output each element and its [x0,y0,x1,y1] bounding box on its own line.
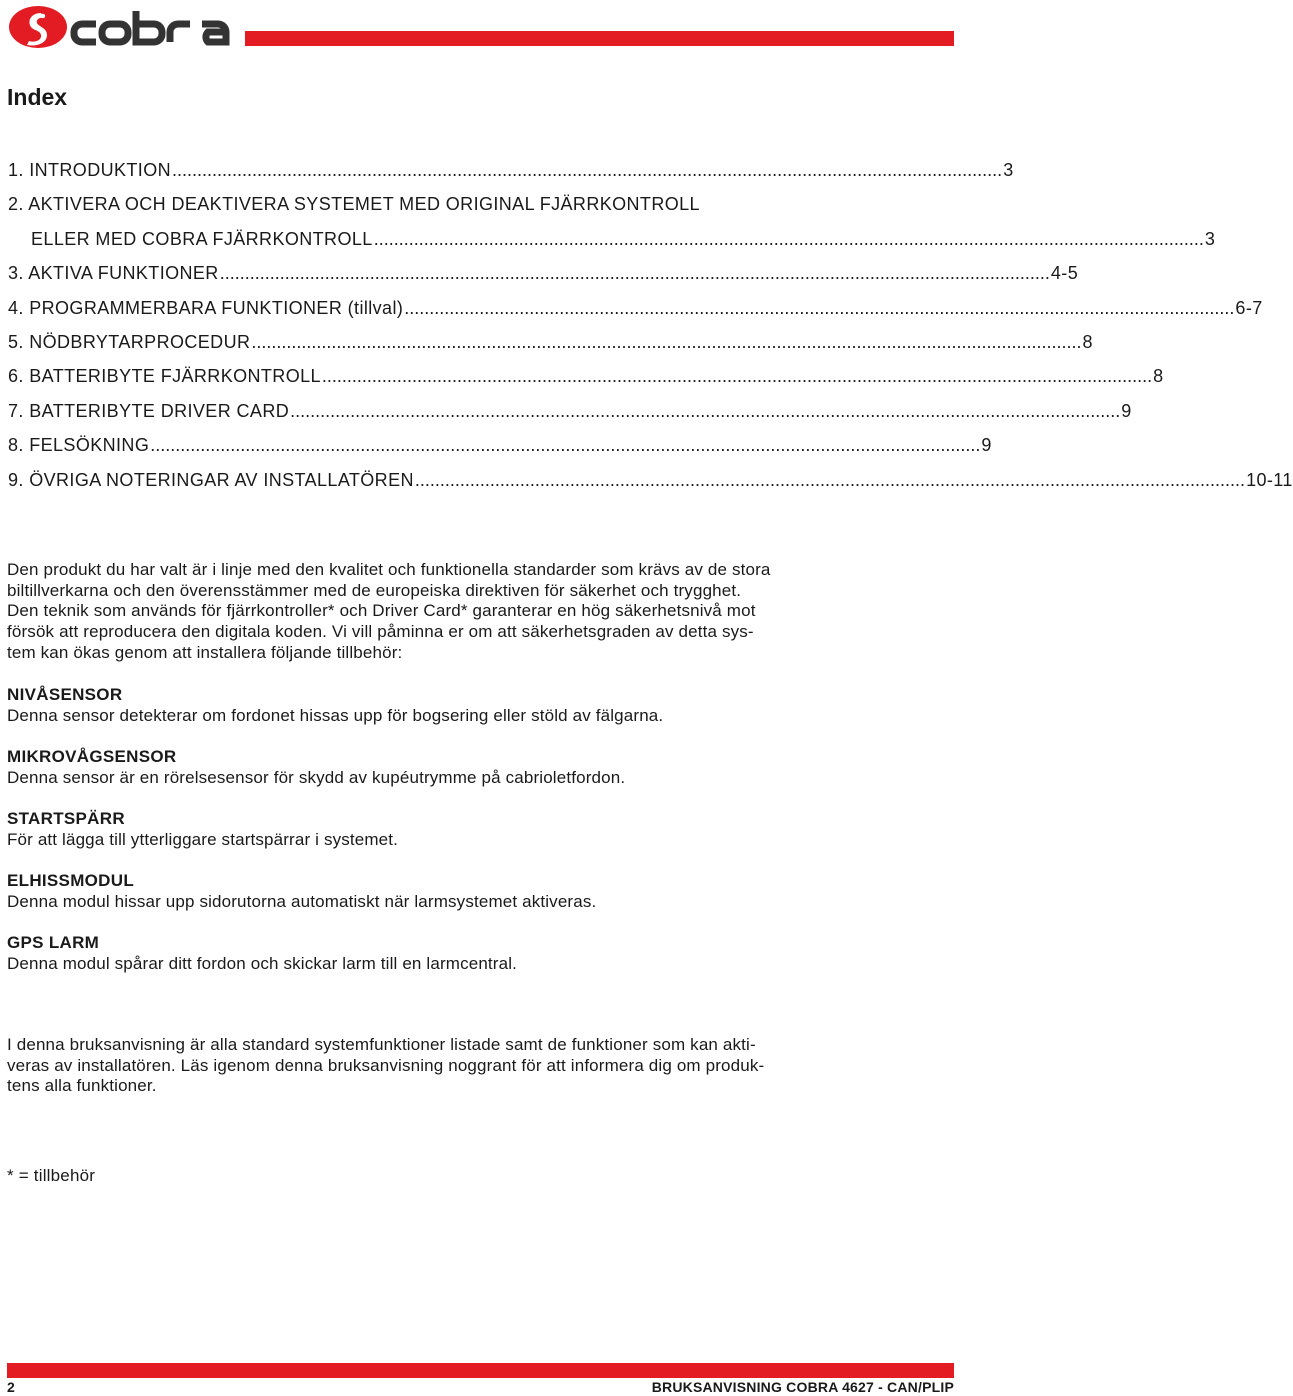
footnote: * = tillbehör [7,1166,96,1185]
toc-page-number: 6-7 [1235,297,1263,318]
page-title: Index [7,84,68,110]
accessory-section [7,932,953,974]
footer-title: BRUKSANVISNING COBRA 4627 - CAN/PLIP [651,1379,954,1395]
toc-entry[interactable]: 1. INTRODUKTION ...................................................................................................................................................................... 3 [8,160,1014,180]
toc-leader-dots: ...................................................................................................................................................................... [373,228,1204,249]
toc-leader-dots: ...................................................................................................................................................................... [150,435,981,456]
accessory-section [7,746,953,788]
toc-entry[interactable]: 4. PROGRAMMERBARA FUNKTIONER (tillval) ...................................................................................................................................................................... 6-7 [8,297,1263,318]
toc-entry[interactable]: 9. ÖVRIGA NOTERINGAR AV INSTALLATÖREN ...................................................................................................................................................................... 10-11 [8,469,1293,490]
toc-leader-dots: ...................................................................................................................................................................... [414,469,1246,490]
toc-leader-dots: ...................................................................................................................................................................... [321,366,1153,387]
toc-entry[interactable]: 5. NÖDBRYTARPROCEDUR ...................................................................................................................................................................... 8 [8,331,1093,352]
toc-page-number: 4-5 [1050,263,1079,284]
page-number: 2 [7,1379,15,1395]
toc-leader-dots: ...................................................................................................................................................................... [404,297,1235,318]
toc-page-number: 8 [1153,366,1164,387]
toc-page-number: 3 [1003,160,1014,180]
accessory-section [7,808,953,850]
accessory-title: STARTSPÄRR [7,809,125,828]
closing-paragraph: I denna bruksanvisning är alla standard systemfunktioner listade samt de funktioner som kan akti- veras av installatören. Läs igenom denna bruksanvisning noggrant för att informera dig om produk- tens alla funktioner. [7,1035,765,1096]
header-red-bar [245,31,954,46]
accessory-section [7,870,953,912]
cobra-logo-icon [7,5,67,49]
accessory-title: MIKROVÅGSENSOR [7,747,177,766]
page-header [0,0,960,60]
toc-page-number: 9 [1121,400,1132,421]
toc-page-number: 8 [1082,331,1093,352]
accessory-description: Denna modul hissar upp sidorutorna automatiskt när larmsystemet aktiveras. [7,892,597,911]
footer-red-bar [7,1363,954,1378]
toc-entry[interactable]: 6. BATTERIBYTE FJÄRRKONTROLL ...................................................................................................................................................................... 8 [8,366,1164,387]
toc-leader-dots: ...................................................................................................................................................................... [172,160,1003,180]
toc-leader-dots: ...................................................................................................................................................................... [219,263,1050,284]
toc-leader-dots: ...................................................................................................................................................................... [251,331,1082,352]
toc-page-number: 10-11 [1246,469,1293,490]
accessory-description: För att lägga till ytterliggare startspärrar i systemet. [7,830,399,849]
toc-page-number: 3 [1204,228,1216,249]
toc-entry[interactable]: ELLER MED COBRA FJÄRRKONTROLL ...................................................................................................................................................................... 3 [31,228,1216,249]
toc-entry[interactable]: 2. AKTIVERA OCH DEAKTIVERA SYSTEMET MED ORIGINAL FJÄRRKONTROLL [8,194,700,215]
cobra-wordmark-logo [68,8,236,50]
accessory-section [7,684,953,726]
toc-leader-dots: ...................................................................................................................................................................... [290,400,1121,421]
toc-entry[interactable]: 7. BATTERIBYTE DRIVER CARD ...................................................................................................................................................................... 9 [8,400,1132,421]
toc-page-number: 9 [981,435,992,456]
intro-paragraph: Den produkt du har valt är i linje med den kvalitet och funktionella standarder som krävs av de stora biltillverkarna och den överensstämmer med de europeiska direktiven för säkerhet och trygghet. Den teknik som används för fjärrkontroller* och Driver Card* garanterar en hög säkerhetsnivå mot försök att reproducera den digitala koden. Vi vill påminna er om att säkerhetsgraden av detta sys- tem kan ökas genom att installera följande tillbehör: [7,560,771,662]
accessory-description: Denna sensor är en rörelsesensor för skydd av kupéutrymme på cabrioletfordon. [7,768,626,787]
accessory-description: Denna modul spårar ditt fordon och skickar larm till en larmcentral. [7,954,518,973]
table-of-contents [8,158,1293,502]
accessory-title: NIVÅSENSOR [7,685,123,704]
toc-entry[interactable]: 3. AKTIVA FUNKTIONER ...................................................................................................................................................................... 4-5 [8,263,1079,284]
toc-entry[interactable]: 8. FELSÖKNING ...................................................................................................................................................................... 9 [8,435,992,456]
accessory-description: Denna sensor detekterar om fordonet hissas upp för bogsering eller stöld av fälgarna. [7,706,664,725]
accessory-title: GPS LARM [7,933,100,952]
accessory-title: ELHISSMODUL [7,871,135,890]
